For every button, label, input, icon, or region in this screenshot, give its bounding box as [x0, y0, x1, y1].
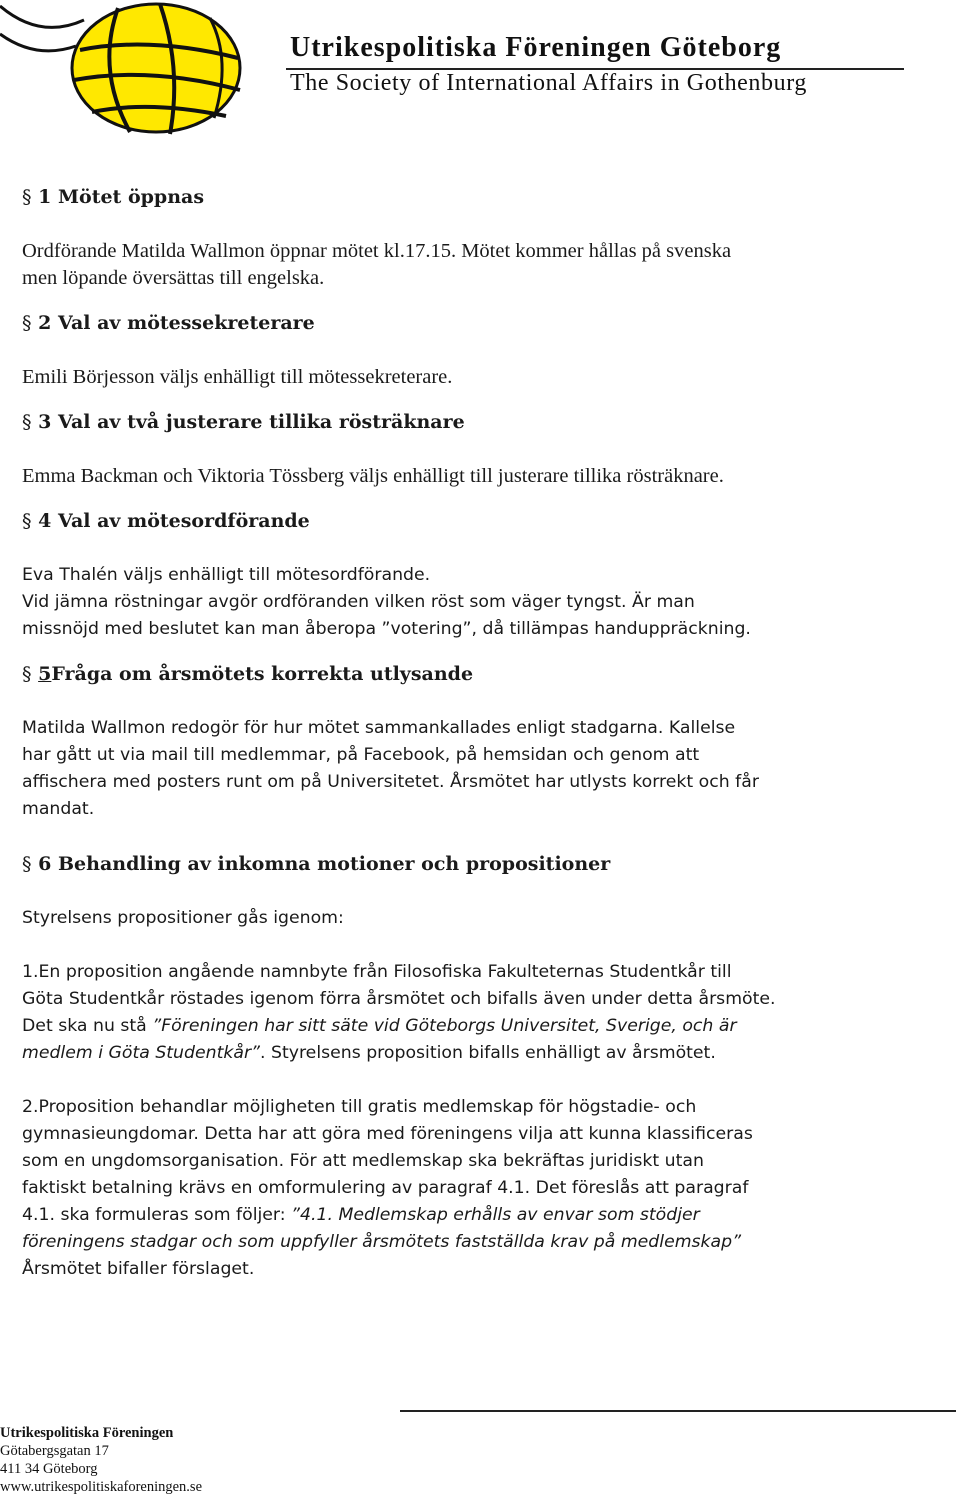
section-symbol: §: [22, 853, 32, 875]
section-title: Val av två justerare tillika rösträknare: [57, 411, 465, 433]
section-intro: Styrelsens propositioner gås igenom:: [22, 908, 344, 928]
proposition-2: 2.Proposition behandlar möjligheten till gratis medlemskap för högstadie- och gymnasieungdomar. Detta har att göra med föreningens vilja att kunna klassificeras som en ungdomsorganisation. För att medlemskap ska bekräftas juridiskt utan faktiskt betalning krävs en omformulering av paragraf 4.1. Det föreslås att paragraf 4.1. ska formuleras som följer: ”4.1. Medlemskap erhålls av envar som stödjer föreningens stadgar och som uppfyller årsmötets fastställda krav på medlemskap” Årsmötet bifaller förslaget.: [22, 1097, 753, 1279]
section-symbol: §: [22, 186, 32, 208]
footer-rule: [400, 1410, 956, 1412]
section-title: Val av mötesordförande: [57, 510, 310, 532]
footer: [0, 1424, 202, 1496]
section-heading: [22, 183, 922, 211]
section-number: 5: [38, 663, 52, 685]
section-text: Eva Thalén väljs enhälligt till mötesordförande. Vid jämna röstningar avgör ordföranden vilken röst som väger tyngst. Är man missnöjd med beslutet kan man åberopa ”votering”, då tillämpas handuppräckning.: [22, 565, 751, 639]
section-symbol: §: [22, 411, 32, 433]
section-title: Val av mötessekreterare: [57, 312, 315, 334]
footer-org-name: Utrikespolitiska Föreningen: [0, 1425, 174, 1441]
section-heading: [22, 507, 922, 535]
proposition-1: 1.En proposition angående namnbyte från Filosofiska Fakulteternas Studentkår till Göta Studentkår röstades igenom förra årsmötet och bifalls även under detta årsmöte. Det ska nu stå ”Föreningen har sitt säte vid Göteborgs Universitet, Sverige, och är medlem i Göta Studentkår”. Styrelsens proposition bifalls enhälligt av årsmötet.: [22, 962, 776, 1063]
section-number: 4: [38, 510, 52, 532]
footer-website: www.utrikespolitiskaforeningen.se: [0, 1479, 203, 1495]
section-title: Behandling av inkomna motioner och propositioner: [57, 853, 611, 875]
section-number: 1: [38, 186, 52, 208]
section-symbol: §: [22, 510, 32, 532]
section-title: Fråga om årsmötets korrekta utlysande: [51, 663, 474, 685]
section-text: Emili Börjesson väljs enhälligt till mötessekreterare.: [22, 366, 453, 388]
footer-city: 411 34 Göteborg: [0, 1461, 98, 1477]
section-title: Mötet öppnas: [57, 186, 205, 208]
globe-logo: [0, 0, 260, 138]
minutes-body: [22, 183, 922, 1283]
org-name: Utrikespolitiska Föreningen Göteborg: [290, 32, 782, 63]
section-number: 3: [38, 411, 52, 433]
section-heading: [22, 850, 922, 878]
section-heading: [22, 408, 922, 436]
section-number: 2: [38, 312, 52, 334]
section-text: Ordförande Matilda Wallmon öppnar mötet kl.17.15. Mötet kommer hållas på svenska men löpande översättas till engelska.: [22, 240, 732, 289]
section-text: Emma Backman och Viktoria Tössberg väljs enhälligt till justerare tillika rösträknare.: [22, 465, 724, 487]
section-symbol: §: [22, 312, 32, 334]
section-heading: [22, 309, 922, 337]
section-text: Matilda Wallmon redogör för hur mötet sammankallades enligt stadgarna. Kallelse har gått ut via mail till medlemmar, på Facebook, på hemsidan och genom att affischera med posters runt om på Universitetet. Årsmötet har utlysts korrekt och får mandat.: [22, 718, 759, 819]
section-number: 6: [38, 853, 52, 875]
section-symbol: §: [22, 663, 32, 685]
org-name-english: The Society of International Affairs in Gothenburg: [290, 70, 807, 96]
section-heading: [22, 660, 922, 688]
footer-street: Götabergsgatan 17: [0, 1443, 109, 1459]
